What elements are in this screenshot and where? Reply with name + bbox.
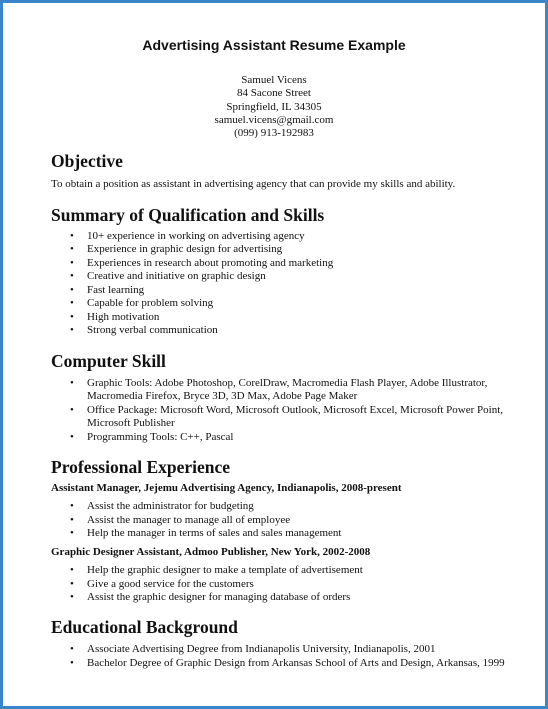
list-item: Assist the manager to manage all of employee [87,514,291,526]
job-title: Graphic Designer Assistant, Admoo Publisher, New York, 2002-2008 [51,546,371,558]
list-item: 10+ experience in working on advertising agency [87,230,305,242]
resume-page [3,3,545,706]
contact-street: 84 Sacone Street [237,87,311,100]
list-bullet: • [70,243,74,255]
contact-block [3,74,545,140]
list-bullet: • [70,404,74,416]
list-item: Experience in graphic design for advertising [87,243,283,255]
objective-heading: Objective [51,151,123,171]
contact-email: samuel.vicens@gmail.com [214,113,334,126]
list-item: Associate Advertising Degree from Indianapolis University, Indianapolis, 2001 [87,643,436,655]
list-item: Strong verbal communication [87,324,218,336]
list-item: Give a good service for the customers [87,578,254,590]
list-item: Bachelor Degree of Graphic Design from Arkansas School of Arts and Design, Arkansas, 1999 [87,657,505,669]
list-item-continued: Macromedia Firefox, Bryce 3D, 3D Max, Adobe Page Maker [87,390,358,402]
list-item: Experiences in research about promoting and marketing [87,257,334,269]
list-item: Assist the graphic designer for managing database of orders [87,591,351,603]
list-bullet: • [70,527,74,539]
list-bullet: • [70,591,74,603]
list-bullet: • [70,643,74,655]
contact-phone: (099) 913-192983 [234,127,314,140]
list-item: Programming Tools: C++, Pascal [87,431,234,443]
contact-city: Springfield, IL 34305 [226,100,322,113]
list-bullet: • [70,500,74,512]
contact-name: Samuel Vicens [241,74,307,86]
list-item: Creative and initiative on graphic design [87,270,266,282]
list-bullet: • [70,311,74,323]
list-bullet: • [70,431,74,443]
list-bullet: • [70,257,74,269]
list-bullet: • [70,657,74,669]
document-title: Advertising Assistant Resume Example [142,37,406,53]
job-title: Assistant Manager, Jejemu Advertising Agency, Indianapolis, 2008-present [51,482,402,494]
computer-heading: Computer Skill [51,351,166,371]
list-bullet: • [70,324,74,336]
list-item: Office Package: Microsoft Word, Microsoft Outlook, Microsoft Excel, Microsoft Power Point, [87,404,504,416]
list-bullet: • [70,297,74,309]
list-bullet: • [70,270,74,282]
list-bullet: • [70,284,74,296]
education-heading: Educational Background [51,617,238,637]
summary-heading: Summary of Qualification and Skills [51,205,325,225]
list-bullet: • [70,578,74,590]
list-item-continued: Microsoft Publisher [87,417,175,429]
list-item: High motivation [87,311,160,323]
list-bullet: • [70,514,74,526]
list-item: Graphic Tools: Adobe Photoshop, CorelDraw, Macromedia Flash Player, Adobe Illustrator, [87,377,488,389]
objective-text: To obtain a position as assistant in advertising agency that can provide my skills and ability. [51,178,456,190]
list-bullet: • [70,564,74,576]
list-item: Fast learning [87,284,145,296]
list-item: Help the graphic designer to make a template of advertisement [87,564,363,576]
list-bullet: • [70,377,74,389]
list-bullet: • [70,230,74,242]
list-item: Assist the administrator for budgeting [87,500,254,512]
experience-heading: Professional Experience [51,457,231,477]
list-item: Help the manager in terms of sales and sales management [87,527,342,539]
list-item: Capable for problem solving [87,297,214,309]
